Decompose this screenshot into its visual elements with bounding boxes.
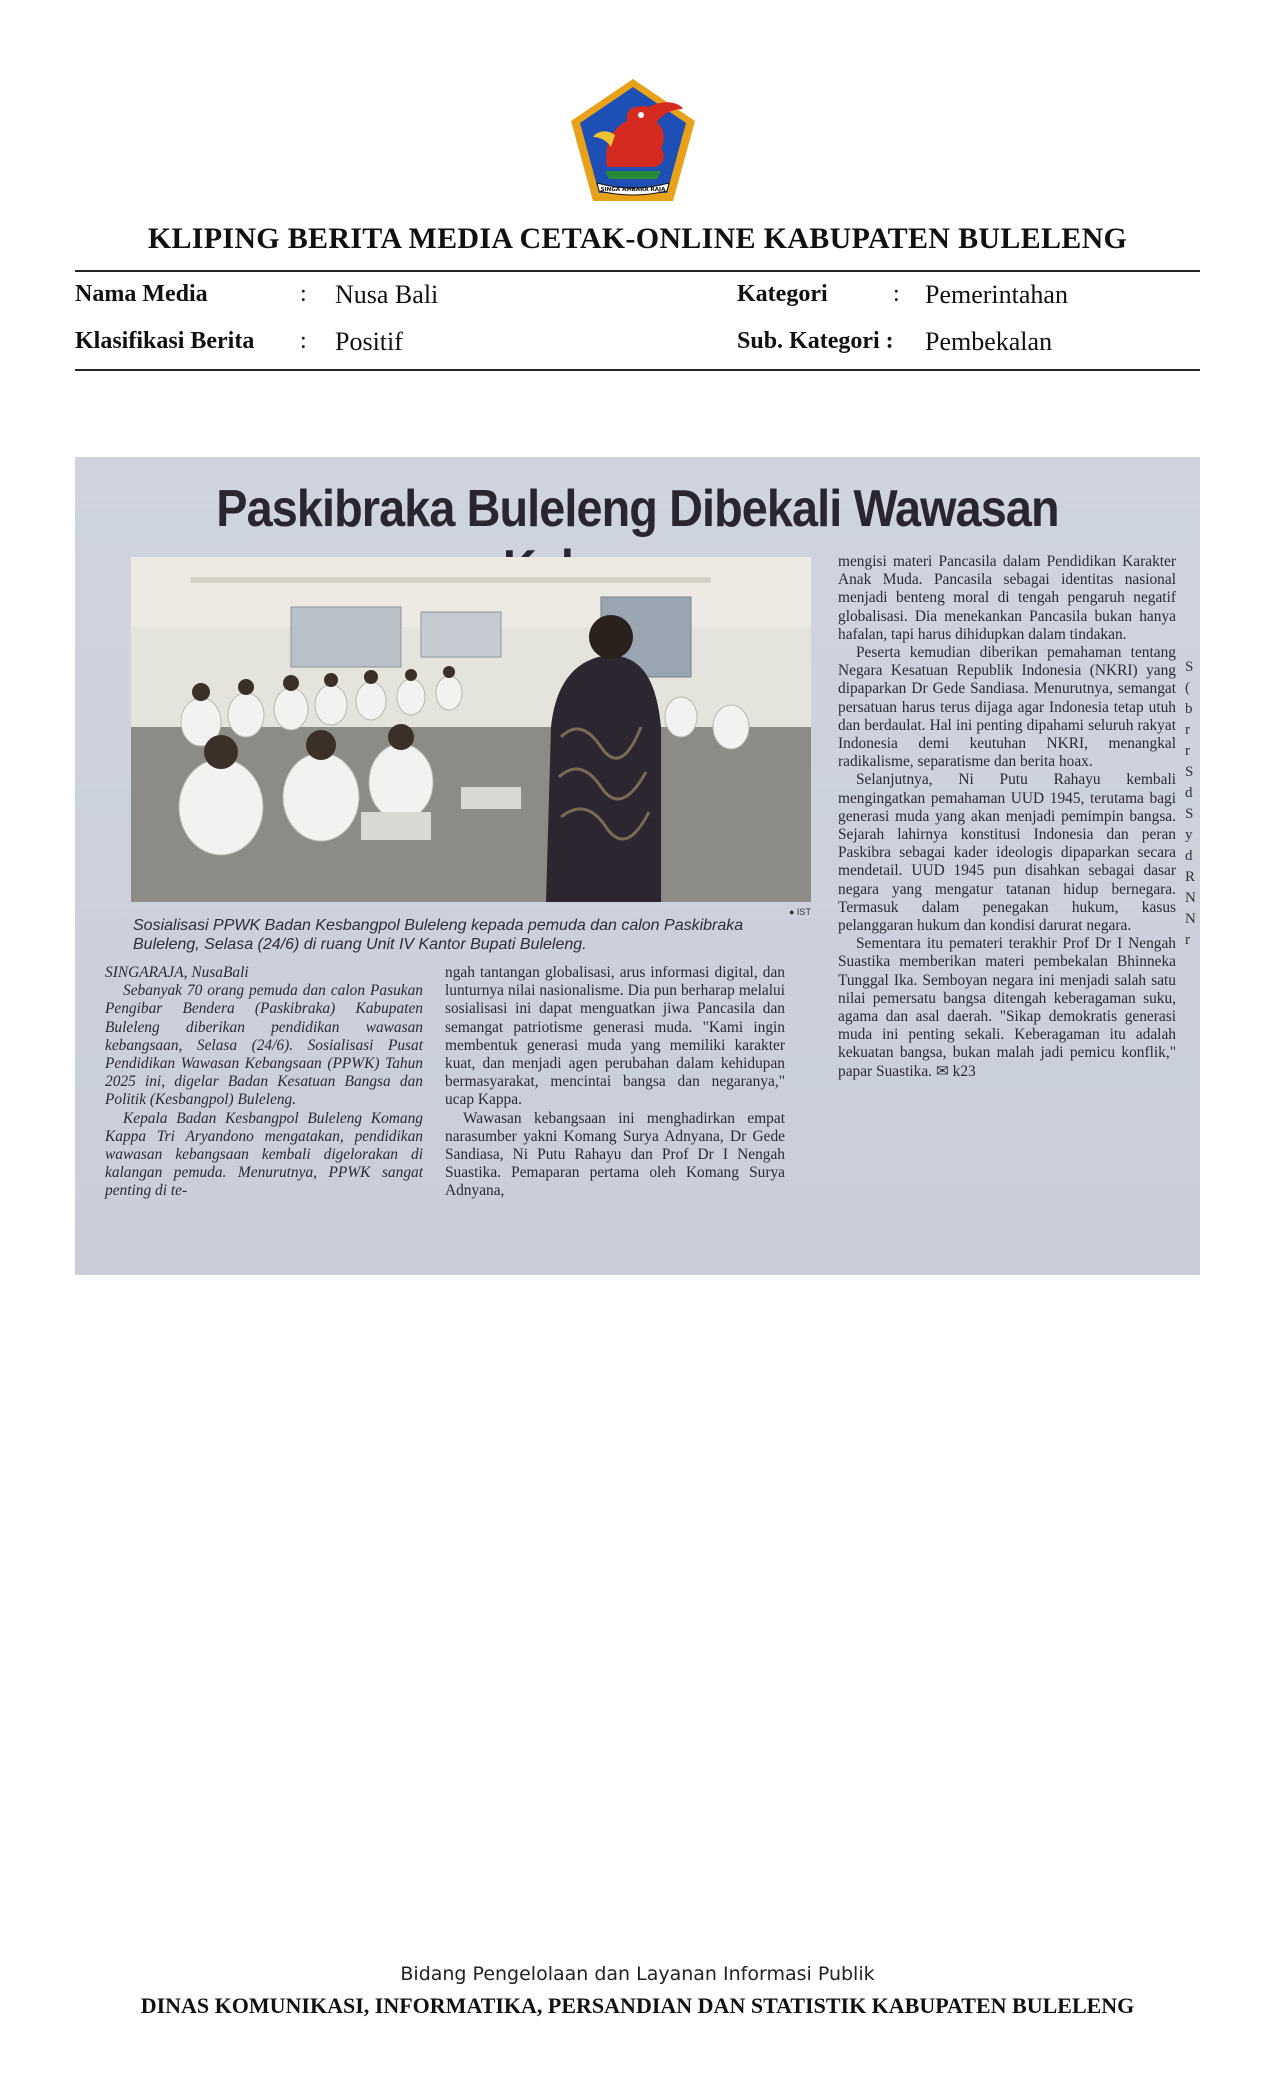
crest-icon [567,75,699,205]
paragraph: ngah tantangan globalisasi, arus informasi digital, dan lunturnya nilai nasionalisme. Dia pun berharap melalui sosialisasi ini dapat menguatkan jiwa Pancasila dan semangat patriotisme generasi muda. "Kami ingin membentuk generasi muda yang memiliki karakter kuat, dan menjadi agen perubahan dalam kehidupan bermasyarakat, mencintai bangsa dan negaranya," ucap Kappa. [445,964,785,1109]
photo-credit: ● IST [789,907,811,917]
buleleng-crest-logo [567,75,699,205]
paragraph: Selanjutnya, Ni Putu Rahayu kembali mengingatkan pemahaman UUD 1945, terutama bagi generasi muda yang akan menjadi pemimpin bangsa. Sejarah lahirnya konstitusi Indonesia dan peran Paskibra sebagai kader ideologis dipaparkan secara mendetail. UUD 1945 pun disahkan sebagai dasar negara yang mengatur tatanan hidup bernegara. Termasuk dalam penegakan hukum, kasus pelanggaran hukum dan kondisi darurat negara. [838,771,1176,935]
cropped-edge-text: S ( b r r S d S y d R N N r [1185,659,1196,948]
crest-motto: SINGA AMBARA RAJA [600,187,666,193]
media-label: Nama Media [75,281,208,307]
photo-caption: Sosialisasi PPWK Badan Kesbangpol Buleleng kepada pemuda dan calon Paskibraka Buleleng, Selasa (24/6) di ruang Unit IV Kantor Bupati Buleleng. [133,917,744,953]
paragraph: mengisi materi Pancasila dalam Pendidikan Karakter Anak Muda. Pancasila sebagai identitas nasional menjadi benteng moral di tengah pengaruh negatif globalisasi. Dia menekankan Pancasila bukan hanya hafalan, tapi harus dihidupkan dalam tindakan. [838,553,1176,643]
classroom-photo-icon [131,557,811,902]
dateline: SINGARAJA, NusaBali [105,964,249,981]
kategori-label: Kategori [737,281,828,307]
header-divider-bottom [75,369,1200,371]
paragraph: Sebanyak 70 orang pemuda dan calon Pasukan Pengibar Bendera (Paskibraka) Kabupaten Buleleng diberikan pendidikan wawasan kebangsaan, Selasa (24/6). Sosialisasi Pusat Pendidikan Wawasan Kebangsaan (PPWK) Tahun 2025 ini, digelar Badan Kesatuan Bangsa dan Politik (Kesbangpol) Buleleng. [105,982,423,1109]
subkategori-value: Pembekalan [925,327,1053,356]
header-divider-top [75,270,1200,272]
paragraph: Kepala Badan Kesbangpol Buleleng Komang Kappa Tri Aryandono mengatakan, pendidikan wawasan kebangsaan kembali digelorakan di kalangan pemuda. Menurutnya, PPWK sangat penting di te- [105,1109,423,1200]
kategori-value: Pemerintahan [925,280,1068,309]
media-value: Nusa Bali [335,280,439,309]
article-column-1 [105,964,423,1201]
subkategori-label: Sub. Kategori : [737,328,894,354]
kategori-colon: : [893,281,900,307]
newspaper-clipping [75,457,1200,1275]
media-colon: : [300,281,307,307]
footer-agency: DINAS KOMUNIKASI, INFORMATIKA, PERSANDIAN DAN STATISTIK KABUPATEN BULELENG [140,1993,1135,2018]
paragraph: Wawasan kebangsaan ini menghadirkan empat narasumber yakni Komang Surya Adnyana, Dr Gede Sandiasa, Ni Putu Rahayu dan Prof Dr I Nengah Suastika. Pemaparan pertama oleh Komang Surya Adnyana, [445,1109,785,1200]
article-column-3 [838,553,1176,1081]
article-column-2 [445,964,785,1201]
klasifikasi-label: Klasifikasi Berita [75,328,255,354]
paragraph: Peserta kemudian diberikan pemahaman tentang Negara Kesatuan Republik Indonesia (NKRI) yang dipaparkan Dr Gede Sandiasa. Menurutnya, semangat persatuan harus terus dijaga agar Indonesia tetap utuh dan berdaulat. Hal ini penting dipahami seluruh rakyat Indonesia demi keutuhan NKRI, menangkal radikalisme, separatisme dan berita hoax. [838,644,1176,771]
article-photo [131,557,811,902]
klasifikasi-colon: : [300,328,307,354]
klasifikasi-value: Positif [335,327,403,356]
article-headline: Paskibraka Buleleng Dibekali Wawasan [216,480,1059,538]
document-title: KLIPING BERITA MEDIA CETAK-ONLINE KABUPATEN BULELENG [147,222,1128,255]
footer-department: Bidang Pengelolaan dan Layanan Informasi Publik [400,1963,875,1985]
paragraph: Sementara itu pemateri terakhir Prof Dr I Nengah Suastika memberikan materi pembekalan Bhinneka Tunggal Ika. Semboyan negara ini menjadi salah satu nilai pemersatu bangsa ditengah keberagaman suku, agama dan asal daerah. "Sikap demokratis generasi muda ini penting sekali. Keberagaman itu adalah kekuatan bangsa, bukan malah jadi pemicu konflik," papar Suastika. ✉ k23 [838,935,1176,1080]
